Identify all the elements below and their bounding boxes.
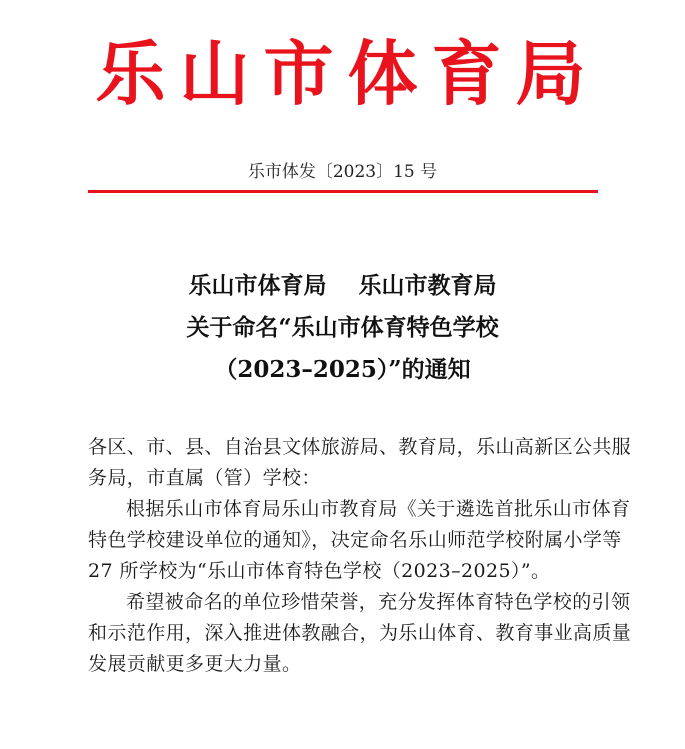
paragraph-2-line-3: 发展贡献更多更大力量。 bbox=[88, 653, 302, 675]
header-divider-rule bbox=[88, 190, 598, 193]
paragraph-1-line-2: 特色学校建设单位的通知》，决定命名乐山师范学校附属小学等 bbox=[88, 529, 622, 551]
paragraph-1-line-3: 27 所学校为“乐山市体育特色学校（2023–2025）”。 bbox=[88, 560, 551, 582]
paragraph-2-line-1: 希望被命名的单位珍惜荣誉，充分发挥体育特色学校的引领 bbox=[126, 591, 631, 613]
subject-line-1: 乐山市体育局 乐山市教育局 bbox=[188, 272, 497, 299]
document-body bbox=[88, 432, 632, 680]
document-subject bbox=[0, 265, 685, 391]
subject-line-2: 关于命名“乐山市体育特色学校 bbox=[186, 314, 499, 341]
paragraph-2-line-2: 和示范作用，深入推进体教融合，为乐山体育、教育事业高质量 bbox=[88, 622, 632, 644]
addressee-line-1: 各区、市、县、自治县文体旅游局、教育局，乐山高新区公共服 bbox=[88, 436, 632, 458]
paragraph-1-line-1: 根据乐山市体育局乐山市教育局《关于遴选首批乐山市体育 bbox=[126, 498, 631, 520]
subject-line-3: （2023–2025）”的通知 bbox=[214, 356, 471, 383]
addressee-line-2: 务局，市直属（管）学校： bbox=[88, 467, 321, 489]
document-number: 乐市体发〔2023〕15 号 bbox=[247, 162, 438, 182]
issuer-header-title: 乐山市体育局 bbox=[95, 32, 600, 115]
